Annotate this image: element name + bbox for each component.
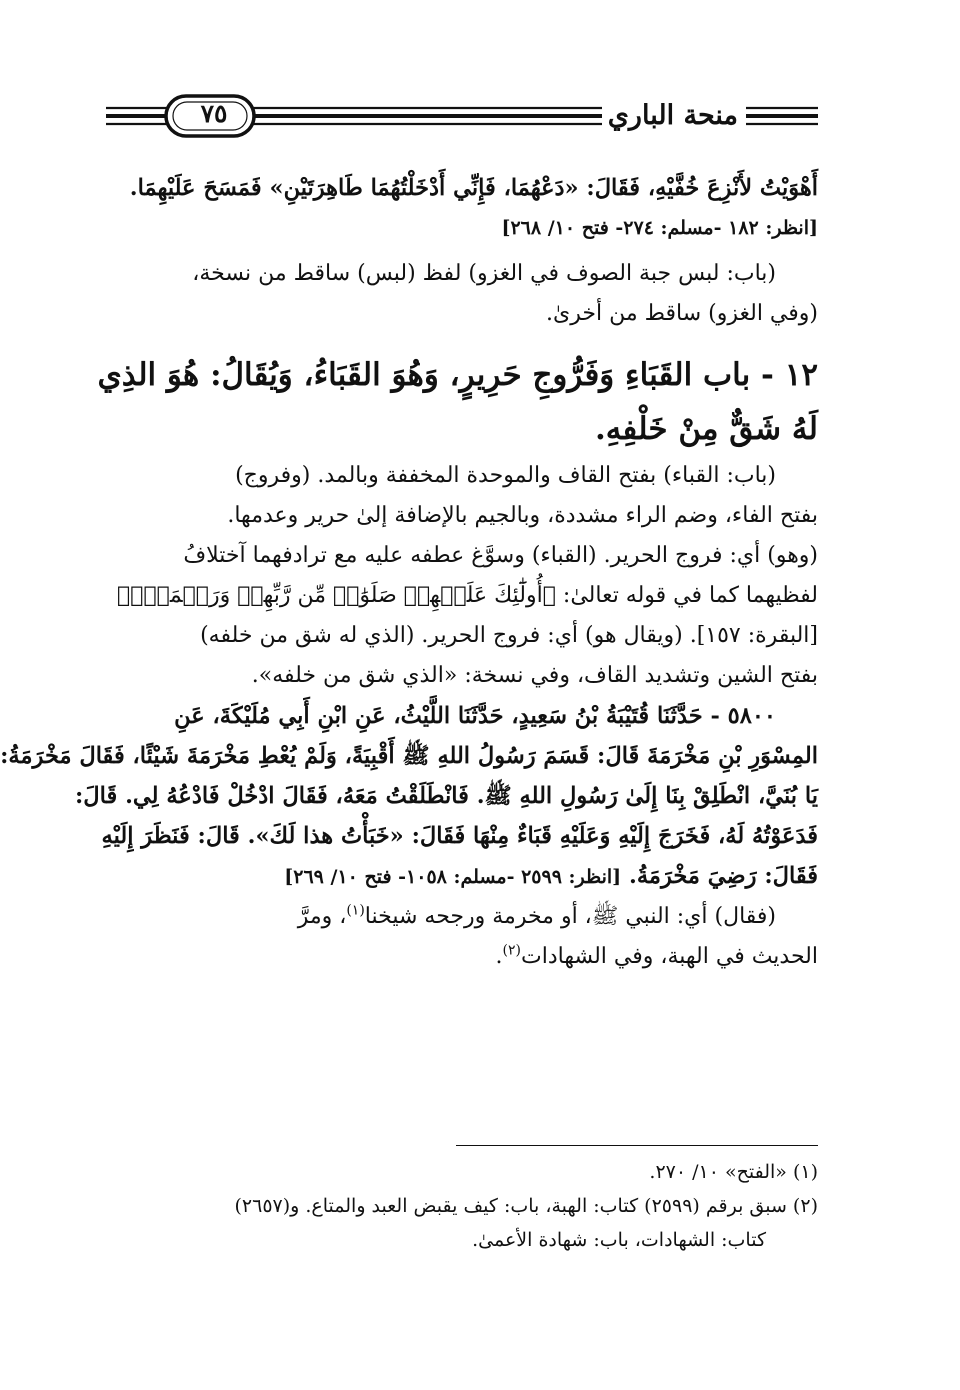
hadith-continuation-line: أَهْوَيْتُ لأَنْزِعَ خُفَّيْهِ، فَقَالَ: «دَعْهُمَا، فَإِنِّي أَدْخَلْتُهُمَا طَاهِرَتَيْنِ» فَمَسَحَ عَلَيْهِمَا. [129,175,818,201]
chapter-heading: ١٢ - باب القَبَاءِ وَفَرُّوجِ حَرِيرٍ، وَهُوَ القَبَاءُ، وَيُقَالُ: هُوَ الذِي [97,357,818,393]
footnote-separator [456,1145,818,1146]
commentary-line: (باب: لبس جبة الصوف في الغزو) لفظ (لبس) ساقط من نسخة، [192,261,776,286]
hadith-line: يَا بُنَيَّ، انْطَلِقْ بِنَا إِلَىٰ رَسُولِ اللهِ ﷺ. فَانْطَلَقْتُ مَعَهُ، فَقَالَ ادْخُلْ فَادْعُهُ لِي. قَالَ: [75,783,818,809]
footnote-1: (١) «الفتح» ١٠/ ٢٧٠. [649,1161,818,1183]
commentary-line: (وهو) أي: فروج الحرير. (القباء) وسوَّغ عطفه عليه مع ترادفهما آختلافُ [183,543,818,568]
commentary-line: بفتح الفاء، وضم الراء مشددة، وبالجيم بالإضافة إلىٰ حرير وعدمها. [227,503,818,528]
hadith-line: المِسْوَرِ بْنِ مَخْرَمَةَ قَالَ: قَسَمَ رَسُولُ اللهِ ﷺ أَقْبِيَةً، وَلَمْ يُعْطِ مَخْرَمَةَ شَيْئًا، فَقَالَ مَخْرَمَةُ: [0,743,818,769]
book-title: منحة الباري [607,100,738,131]
hadith-line-end: فَقَالَ: رَضِيَ مَخْرَمَةُ. [629,863,818,889]
footnote-marker[interactable]: (١) [346,902,365,919]
quran-quote-line: لفظيهما كما في قوله تعالىٰ: ﴿أُولَٰٓئِكَ عَلَيۡهِمۡ صَلَوَٰتٞ مِّن رَّبِّهِمۡ وَرَحۡمَةٞۖ﴾ [117,583,818,608]
hadith-reference: [انظر: ٢٥٩٩ -مسلم: ١٠٥٨- فتح ١٠/ ٢٦٩] [284,866,622,888]
hadith-last-line [104,856,818,897]
commentary-text: الحديث في الهبة، وفي الشهادات [521,944,818,969]
commentary-line [104,937,818,977]
footnote-2-continuation: كتاب: الشهادات، باب: شهادة الأعمىٰ. [472,1229,766,1251]
footnote-2: (٢) سبق برقم (٢٥٩٩) كتاب: الهبة، باب: كيف يقبض العبد والمتاع. و(٢٦٥٧) [234,1195,818,1217]
commentary-line: (وفي الغزو) ساقط من أخرىٰ. [546,301,818,326]
commentary-text: (فقال) أي: النبي ﷺ، أو مخرمة ورجحه شيخنا [364,904,776,929]
commentary-line: بفتح الشين وتشديد القاف، وفي نسخة: «الذي شق من خلفه». [251,663,818,688]
commentary-line: (باب: القباء) بفتح القاف والموحدة المخففة وبالمد. (وفروج) [235,463,776,488]
hadith-reference: [انظر: ١٨٢ -مسلم: ٢٧٤- فتح ١٠/ ٢٦٨] [501,217,818,239]
commentary-line: [البقرة: ١٥٧]. (ويقال هو) أي: فروج الحرير. (الذي له شق من خلفه) [200,623,818,648]
footnotes [104,1155,818,1257]
commentary-text: ، ومرَّ [297,904,347,929]
book-page [1,0,960,1390]
page-number: ٧٥ [200,99,228,128]
commentary-line [104,897,818,937]
main-text [0,168,818,977]
chapter-heading: لَهُ شَقٌّ مِنْ خَلْفِهِ. [595,411,818,447]
page-header [106,88,818,148]
hadith-line: فَدَعَوْتُهُ لَهُ، فَخَرَجَ إِلَيْهِ وَعَلَيْهِ قَبَاءٌ مِنْهَا فَقَالَ: «خَبَأْتُ هذا لَكَ». قَالَ: فَنَظَرَ إِلَيْهِ [101,823,818,849]
footnote-marker[interactable]: (٢) [502,942,521,959]
commentary-text: . [495,944,503,969]
hadith-line: ٥٨٠٠ - حَدَّثَنَا قُتَيْبَةُ بْنُ سَعِيدٍ، حَدَّثَنَا اللَّيْثُ، عَنِ ابْنِ أَبِي مُلَيْكَةَ، عَنِ [174,703,776,729]
